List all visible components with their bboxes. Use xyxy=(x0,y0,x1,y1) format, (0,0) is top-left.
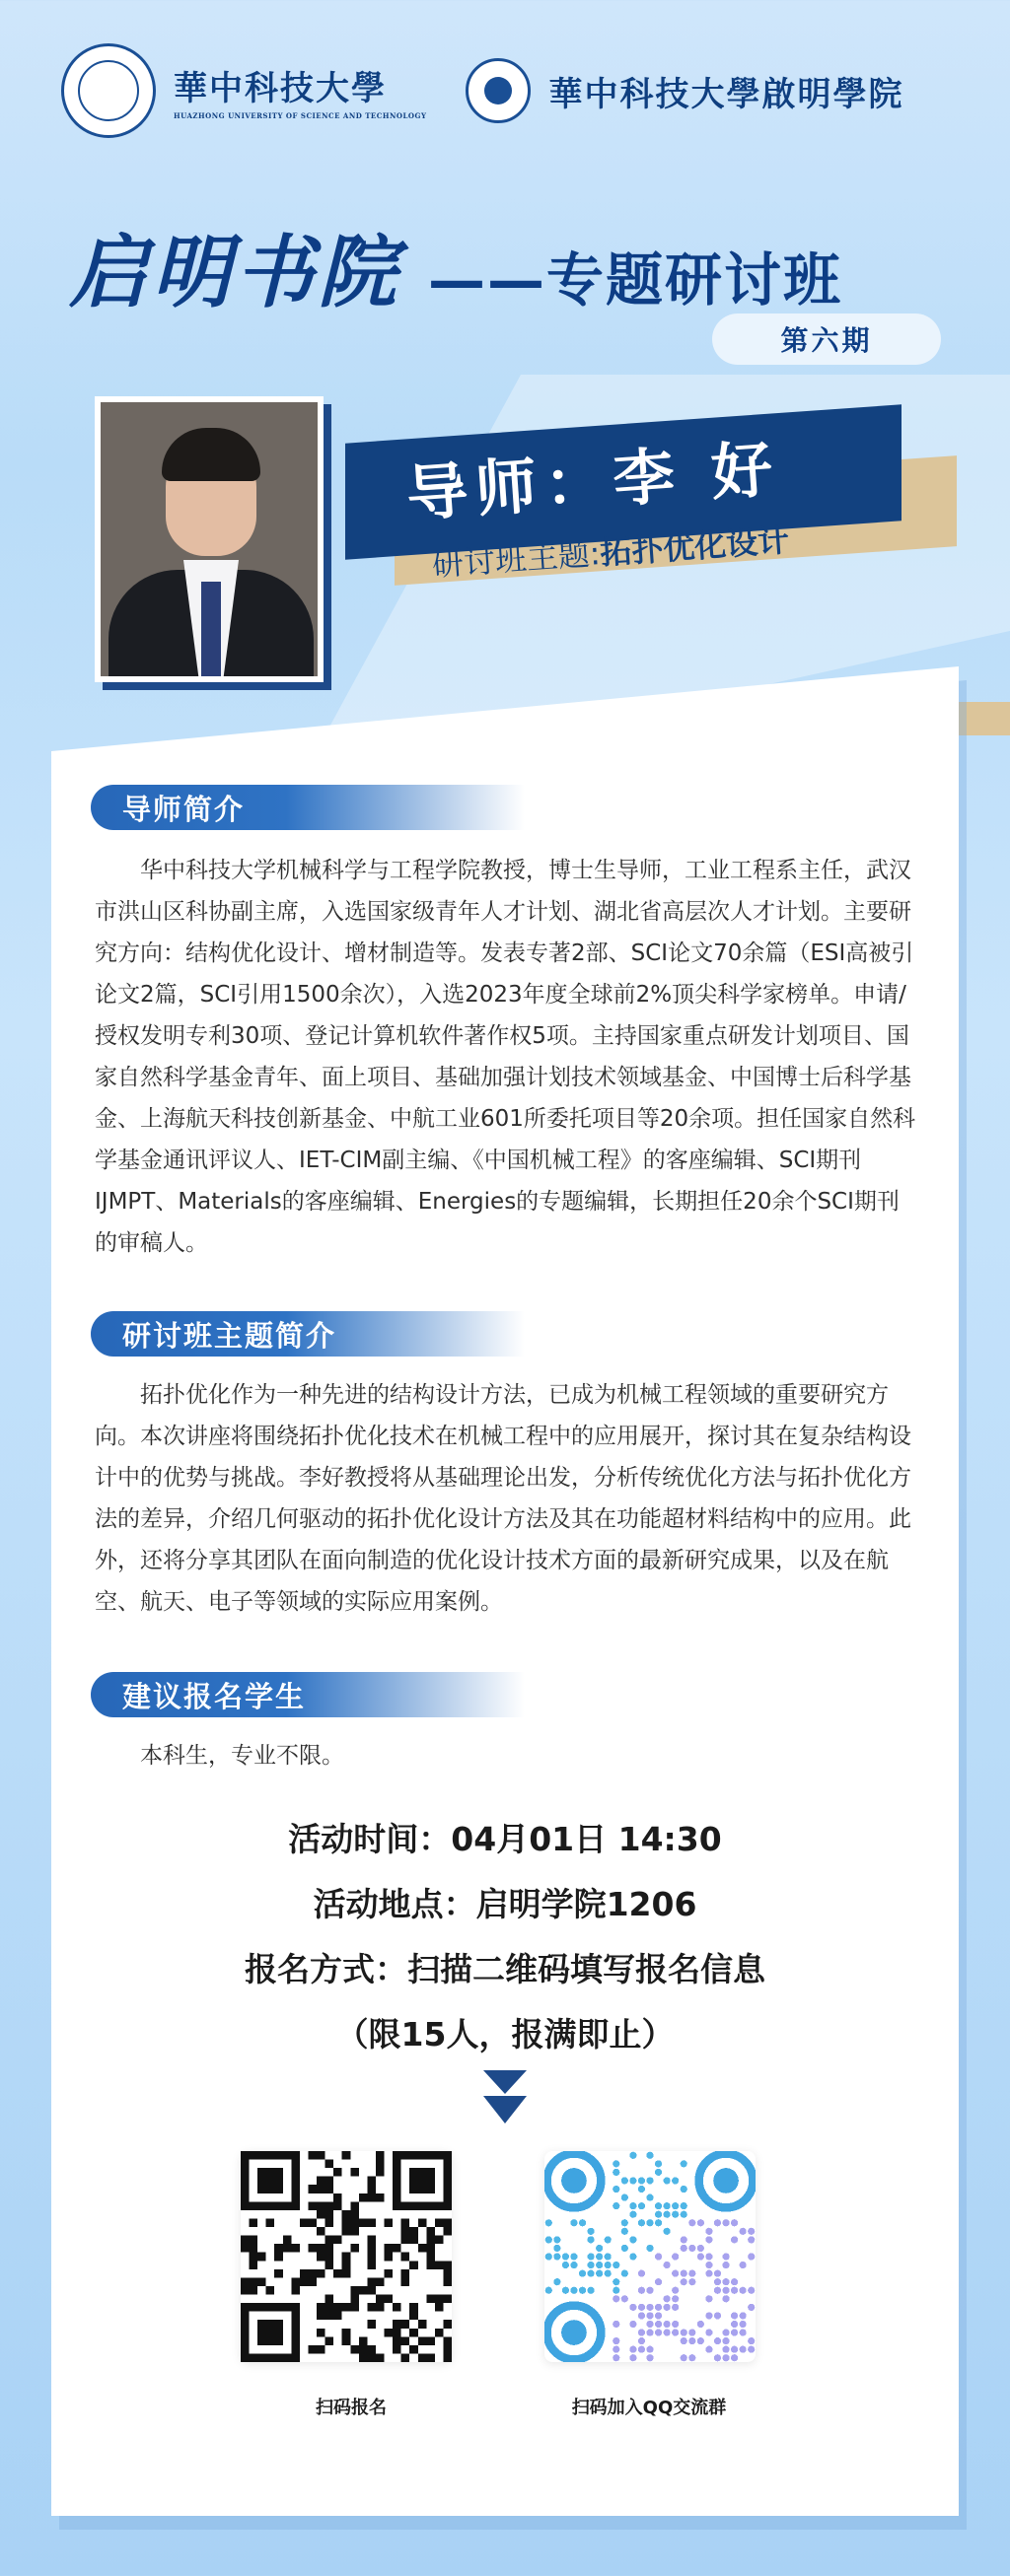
issue-badge: 第六期 xyxy=(712,313,941,365)
event-limit: （限15人，报满即止） xyxy=(335,2015,675,2054)
event-signup: 报名方式：扫描二维码填写报名信息 xyxy=(245,1950,765,1988)
university-name-en: HUAZHONG UNIVERSITY OF SCIENCE AND TECHNOLOGY xyxy=(174,111,427,120)
event-time: 活动时间：04月01日 14:30 xyxy=(288,1820,722,1858)
qiming-college-logo xyxy=(466,58,531,123)
hust-seal-logo xyxy=(61,43,156,138)
title-sub: ——专题研讨班 xyxy=(428,246,843,313)
topic-name: 拓扑优化设计 xyxy=(599,521,791,573)
page-title xyxy=(69,209,842,322)
students-text: 本科生，专业不限。 xyxy=(140,1743,344,1769)
qq-group-qr-code[interactable] xyxy=(544,2151,756,2362)
teacher-name: 导师：李 好 xyxy=(403,432,783,530)
header-logos xyxy=(61,43,903,138)
university-name-cn: 華中科技大學 xyxy=(174,69,387,108)
arrow-down-icon xyxy=(483,2070,527,2125)
teacher-photo xyxy=(95,396,324,682)
signup-qr-code[interactable] xyxy=(241,2151,452,2362)
section-title-bio: 导师简介 xyxy=(91,785,525,830)
title-main: 启明书院 xyxy=(69,227,400,318)
section-title-topic: 研讨班主题简介 xyxy=(91,1311,525,1357)
topic-text: 拓扑优化作为一种先进的结构设计方法，已成为机械工程领域的重要研究方向。本次讲座将围绕拓扑优化技术在机械工程中的应用展开，探讨其在复杂结构设计中的优势与挑战。李好教授将从基础理论出发，分析传统优化方法与拓扑优化方法的差异，介绍几何驱动的拓扑优化设计方法及其在功能超材料结构中的应用。此外，还将分享其团队在面向制造的优化设计技术方面的最新研究成果，以及在航空、航天、电子等领域的实际应用案例。 xyxy=(95,1382,911,1615)
topic-prefix: 研讨班主题: xyxy=(430,534,602,584)
section-title-students: 建议报名学生 xyxy=(91,1672,525,1717)
hust-wordmark xyxy=(174,61,426,120)
qq-group-qr-label: 扫码加入QQ交流群 xyxy=(571,2398,727,2418)
college-name-cn: 華中科技大學啟明學院 xyxy=(548,74,904,114)
event-place: 活动地点：启明学院1206 xyxy=(313,1885,697,1923)
signup-qr-label: 扫码报名 xyxy=(316,2398,387,2418)
bio-text: 华中科技大学机械科学与工程学院教授，博士生导师，工业工程系主任，武汉市洪山区科协副主席，入选国家级青年人才计划、湖北省高层次人才计划。主要研究方向：结构优化设计、增材制造等。发表专著2部、SCI论文70余篇（ESI高被引论文2篇，SCI引用1500余次），入选2023年度全球前2%顶尖科学家榜单。申请/授权发明专利30项、登记计算机软件著作权5项。主持国家重点研发计划项目、国家自然科学基金青年、面上项目、基础加强计划技术领域基金、中国博士后科学基金、上海航天科技创新基金、中航工业601所委托项目等20余项。担任国家自然科学基金通讯评议人、IET-CIM副主编、《中国机械工程》的客座编辑、SCI期刊IJMPT、Materials的客座编辑、Energies的专题编辑，长期担任20余个SCI期刊的审稿人。 xyxy=(95,858,916,1256)
